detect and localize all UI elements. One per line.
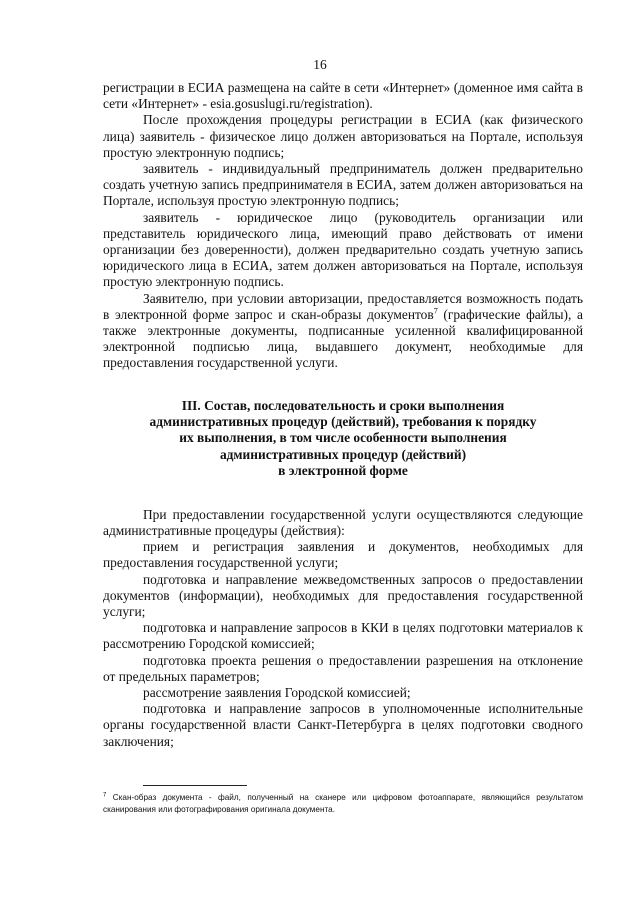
procedure-item: подготовка и направление межведомственных запросов о предоставлении документов (информации), необходимых для предоставления государственной услуги;: [103, 571, 583, 619]
paragraph: заявитель - юридическое лицо (руководитель организации или представитель юридического лица, имеющий право действовать от имени организации без доверенности), должен предварительно создать учетную запись юридического лица в ЕСИА, затем должен авторизоваться на Портале, используя простую электронную подпись.: [103, 209, 583, 290]
procedure-item: подготовка и направление запросов в ККИ в целях подготовки материалов к рассмотрению Городской комиссией;: [103, 620, 583, 652]
footnote-separator: [143, 785, 247, 786]
paragraph: регистрации в ЕСИА размещена на сайте в сети «Интернет» (доменное имя сайта в сети «Интернет» - esia.gosuslugi.ru/registration).: [103, 80, 583, 112]
procedure-item: подготовка и направление запросов в уполномоченные исполнительные органы государственной власти Санкт-Петербурга в целях подготовки сводного заключения;: [103, 701, 583, 749]
footnote-marker: 7: [103, 792, 107, 799]
procedure-item: прием и регистрация заявления и документов, необходимых для предоставления государственной услуги;: [103, 539, 583, 571]
page-number: 16: [313, 57, 327, 72]
paragraph: заявитель - индивидуальный предприниматель должен предварительно создать учетную запись предпринимателя в ЕСИА, затем должен авторизоваться на Портале, используя простую электронную подпись;: [103, 161, 583, 209]
footnote-text: Скан-образ документа - файл, полученный на сканере или цифровом фотоаппарате, являющийся результатом сканирования или фотографирования оригинала документа.: [103, 793, 583, 814]
heading-line: административных процедур (действий): [219, 446, 467, 462]
document-body: [103, 80, 583, 750]
footnote-reference: 7: [433, 306, 438, 316]
paragraph-with-footnote: [103, 291, 583, 372]
footnote: [103, 792, 583, 816]
paragraph-text: Заявителю, при условии авторизации, предоставляется возможность подать в электронной форме запрос и скан-образы документов: [103, 290, 583, 322]
heading-line: III. Состав, последовательность и сроки выполнения: [181, 397, 505, 413]
procedure-item: рассмотрение заявления Городской комиссией;: [143, 684, 411, 700]
section-heading: [123, 398, 563, 480]
procedure-item: подготовка проекта решения о предоставлении разрешения на отклонение от предельных параметров;: [103, 652, 583, 684]
heading-line: в электронной форме: [278, 463, 408, 479]
heading-line: их выполнения, в том числе особенности выполнения: [179, 430, 507, 446]
paragraph: После прохождения процедуры регистрации в ЕСИА (как физического лица) заявитель - физическое лицо должен авторизоваться на Портале, используя простую электронную подпись;: [103, 112, 583, 160]
procedures-intro: При предоставлении государственной услуги осуществляются следующие административные процедуры (действия):: [103, 506, 583, 538]
paragraph-text: (графические файлы), а также электронные документы, подписанные усиленной квалифицированной электронной подписью лица, выдавшего документ, необходимые для предоставления государственной услуги.: [103, 306, 583, 371]
heading-line: административных процедур (действий), требования к порядку: [149, 414, 537, 430]
